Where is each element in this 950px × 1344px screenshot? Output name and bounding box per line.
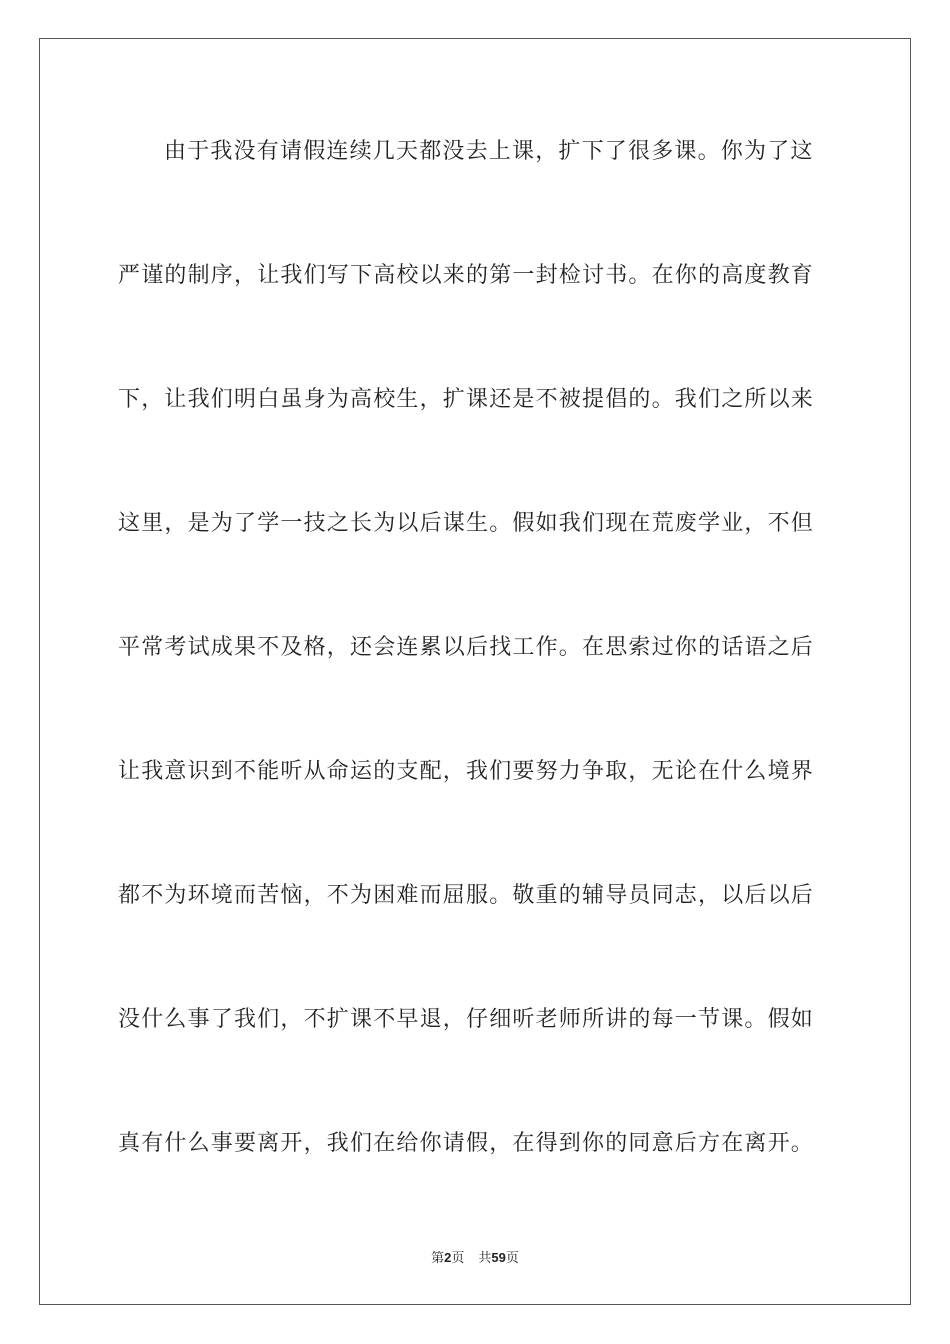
paragraph-line: 没什么事了我们，不扩课不早退，仔细听老师所讲的每一节课。假如 [118, 1007, 815, 1032]
page-label-prefix: 第 [431, 1251, 445, 1266]
document-body [118, 124, 834, 1240]
paragraph-line: 下，让我们明白虽身为高校生，扩课还是不被提倡的。我们之所以来 [118, 387, 815, 412]
paragraph-line: 真有什么事要离开，我们在给你请假，在得到你的同意后方在离开。 [118, 1131, 815, 1156]
total-label-suffix: 页 [505, 1251, 519, 1266]
paragraph-line: 平常考试成果不及格，还会连累以后找工作。在思索过你的话语之后 [118, 635, 815, 660]
paragraph-line: 让我意识到不能听从命运的支配，我们要努力争取，无论在什么境界 [118, 759, 815, 784]
page-number: 2 [444, 1250, 452, 1265]
total-pages: 59 [491, 1250, 506, 1265]
page-footer [0, 1247, 950, 1266]
paragraph-line: 这里，是为了学一技之长为以后谋生。假如我们现在荒废学业，不但 [118, 511, 815, 536]
paragraph-line: 都不为环境而苦恼，不为困难而屈服。敬重的辅导员同志，以后以后 [118, 883, 815, 908]
total-label-prefix: 共 [478, 1251, 492, 1266]
paragraph-line: 严谨的制序，让我们写下高校以来的第一封检讨书。在你的高度教育 [118, 263, 815, 288]
page-label-suffix: 页 [451, 1251, 465, 1266]
paragraph-line: 由于我没有请假连续几天都没去上课，扩下了很多课。你为了这 [164, 139, 814, 164]
